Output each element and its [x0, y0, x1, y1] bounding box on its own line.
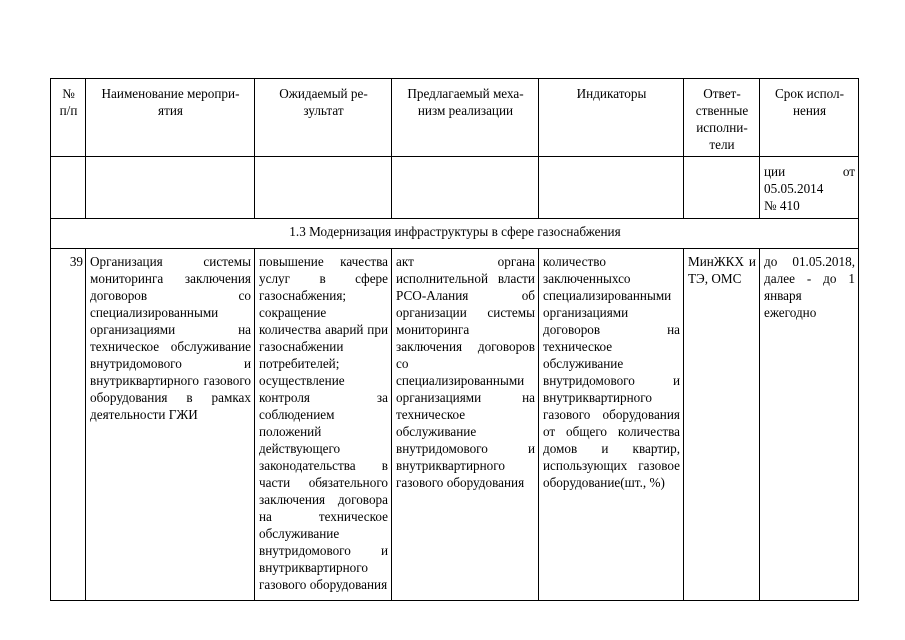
table-row	[51, 249, 859, 601]
row-mechanism: акт органа исполнительной власти РСО-Алания об организации системы мониторинга заключения договоров со специализированными организациями на техническое обслуживание внутридомового и внутриквартирного газового оборудования	[392, 249, 539, 601]
continuation-deadline: ции от 05.05.2014 № 410	[760, 157, 859, 219]
section-title: 1.3 Модернизация инфраструктуры в сфере газоснабжения	[51, 219, 859, 249]
row-result: повышение качества услуг в сфере газоснабжения; сокращение количества аварий при газоснабжении потребителей; осуществление контроля за соблюдением положений действующего законодательства в части обязательного заключения договора на техническое обслуживание внутридомового и внутриквартирного газового оборудования	[255, 249, 392, 601]
continuation-row	[51, 157, 859, 219]
header-mechanism: Предлагаемый меха- низм реализации	[392, 79, 539, 157]
header-name: Наименование меропри- ятия	[86, 79, 255, 157]
row-indicators: количество заключенныхсо специализированными организациями договоров на техническое обслуживание внутридомового и внутриквартирного газового оборудования от общего количества домов и квартир, использующих газовое оборудование(шт., %)	[539, 249, 684, 601]
row-deadline: до 01.05.2018, далее - до 1 января ежегодно	[760, 249, 859, 601]
row-number: 39	[51, 249, 86, 601]
header-responsible: Ответ- ственные исполни- тели	[684, 79, 760, 157]
header-indicators: Индикаторы	[539, 79, 684, 157]
row-name: Организация системы мониторинга заключения договоров со специализированными организациями на техническое обслуживание внутридомового и внутриквартирного газового оборудования в рамках деятельности ГЖИ	[86, 249, 255, 601]
header-deadline: Срок испол- нения	[760, 79, 859, 157]
section-row	[51, 219, 859, 249]
header-row	[51, 79, 859, 157]
row-responsible: МинЖКХ и ТЭ, ОМС	[684, 249, 760, 601]
header-number: № п/п	[51, 79, 86, 157]
measures-table	[50, 78, 859, 601]
header-result: Ожидаемый ре- зультат	[255, 79, 392, 157]
